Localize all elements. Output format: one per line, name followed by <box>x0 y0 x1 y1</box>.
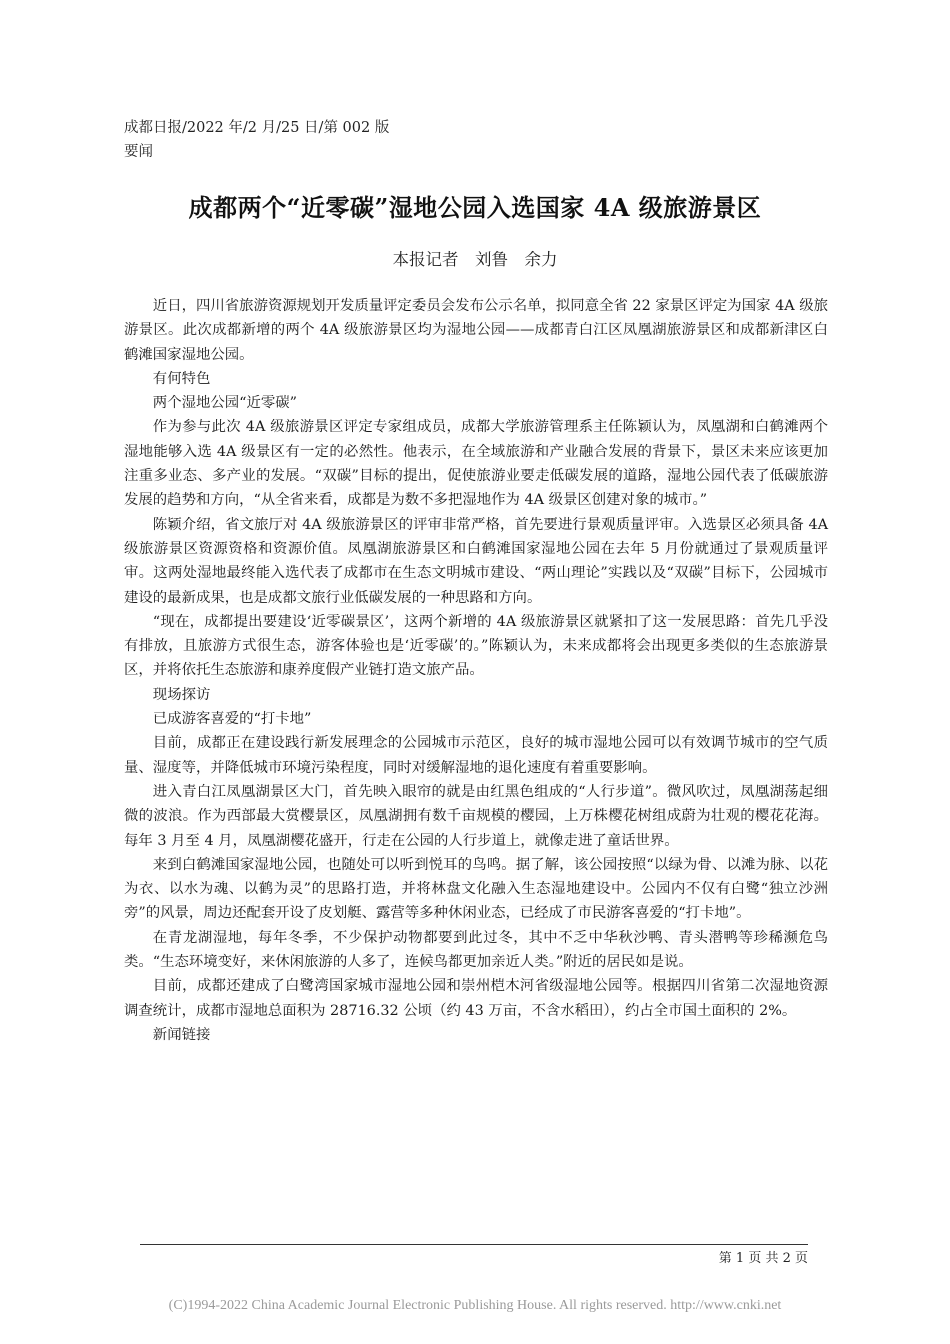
paragraph: 陈颖介绍，省文旅厅对 4A 级旅游景区的评审非常严格，首先要进行景观质量评审。入选景区必须具备 4A 级旅游景区资源资格和资源价值。凤凰湖旅游景区和白鹤滩国家湿地公园在去年 5 月份就通过了景观质量评审。这两处湿地最终能入选代表了成都市在生态文明城市建设、“两山理论”实践以及“双碳”目标下，公园城市建设的最新成果，也是成都文旅行业低碳发展的一种思路和方向。 <box>124 516 828 606</box>
publication-source: 成都日报/2022 年/2 月/25 日/第 002 版 <box>124 120 390 136</box>
footer-divider <box>140 1244 808 1245</box>
paragraph: 在青龙湖湿地，每年冬季，不少保护动物都要到此过冬，其中不乏中华秋沙鸭、青头潜鸭等珍稀濒危鸟类。“生态环境变好，来休闲旅游的人多了，连候鸟都更加亲近人类。”附近的居民如是说。 <box>124 929 828 971</box>
paragraph: 来到白鹤滩国家湿地公园，也随处可以听到悦耳的鸟鸣。据了解，该公园按照“以绿为骨、以滩为脉、以花为衣、以水为魂、以鹤为灵”的思路打造，并将林盘文化融入生态湿地建设中。公园内不仅有白鹭“独立沙洲旁”的风景，周边还配套开设了皮划艇、露营等多种休闲业态，已经成了市民游客喜爱的“打卡地”。 <box>124 856 828 922</box>
paragraph: 作为参与此次 4A 级旅游景区评定专家组成员，成都大学旅游管理系主任陈颖认为，凤凰湖和白鹤滩两个湿地能够入选 4A 级景区有一定的必然性。他表示，在全域旅游和产业融合发展的背景下，景区未来应该更加注重多业态、多产业的发展。“双碳”目标的提出，促使旅游业要走低碳发展的道路，湿地公园代表了低碳旅游发展的趋势和方向，“从全省来看，成都是为数不多把湿地作为 4A 级景区创建对象的城市。” <box>124 419 828 509</box>
subheading: 有何特色 <box>152 370 211 387</box>
paragraph: 近日，四川省旅游资源规划开发质量评定委员会发布公示名单，拟同意全省 22 家景区评定为国家 4A 级旅游景区。此次成都新增的两个 4A 级旅游景区均为湿地公园——成都青白江区凤凰湖旅游景区和成都新津区白鹤滩国家湿地公园。 <box>124 298 828 363</box>
article-body <box>124 294 828 1047</box>
subheading: 已成游客喜爱的“打卡地” <box>152 711 312 728</box>
copyright-notice: (C)1994-2022 China Academic Journal Electronic Publishing House. All rights reserved. http://www.cnki.net <box>168 1298 782 1313</box>
article-title: 成都两个“近零碳”湿地公园入选国家 4A 级旅游景区 <box>188 193 762 222</box>
article-byline: 本报记者 刘鲁 余力 <box>392 250 558 269</box>
page-indicator: 第 1 页 共 2 页 <box>718 1251 808 1266</box>
subheading: 两个湿地公园“近零碳” <box>152 395 298 412</box>
paragraph: 进入青白江凤凰湖景区大门，首先映入眼帘的就是由红黑色组成的“人行步道”。微风吹过，凤凰湖荡起细微的波浪。作为西部最大赏樱景区，凤凰湖拥有数千亩规模的樱园，上万株樱花树组成蔚为壮观的樱花花海。每年 3 月至 4 月，凤凰湖樱花盛开，行走在公园的人行步道上，就像走进了童话世界。 <box>124 783 828 849</box>
subheading: 现场探访 <box>152 686 211 703</box>
section-name: 要闻 <box>124 144 153 160</box>
subheading: 新闻链接 <box>152 1026 211 1043</box>
source-info <box>124 116 389 164</box>
paragraph: 目前，成都还建成了白鹭湾国家城市湿地公园和崇州桤木河省级湿地公园等。根据四川省第二次湿地资源调查统计，成都市湿地总面积为 28716.32 公顷（约 43 万亩，不含水稻田），约占全市国土面积的 2%。 <box>124 978 828 1019</box>
paragraph: 目前，成都正在建设践行新发展理念的公园城市示范区，良好的城市湿地公园可以有效调节城市的空气质量、湿度等，并降低城市环境污染程度，同时对缓解湿地的退化速度有着重要影响。 <box>124 735 828 776</box>
paragraph: “现在，成都提出要建设‘近零碳景区’，这两个新增的 4A 级旅游景区就紧扣了这一发展思路：首先几乎没有排放，且旅游方式很生态，游客体验也是‘近零碳’的。”陈颖认为，未来成都将会出现更多类似的生态旅游景区，并将依托生态旅游和康养度假产业链打造文旅产品。 <box>124 613 828 679</box>
